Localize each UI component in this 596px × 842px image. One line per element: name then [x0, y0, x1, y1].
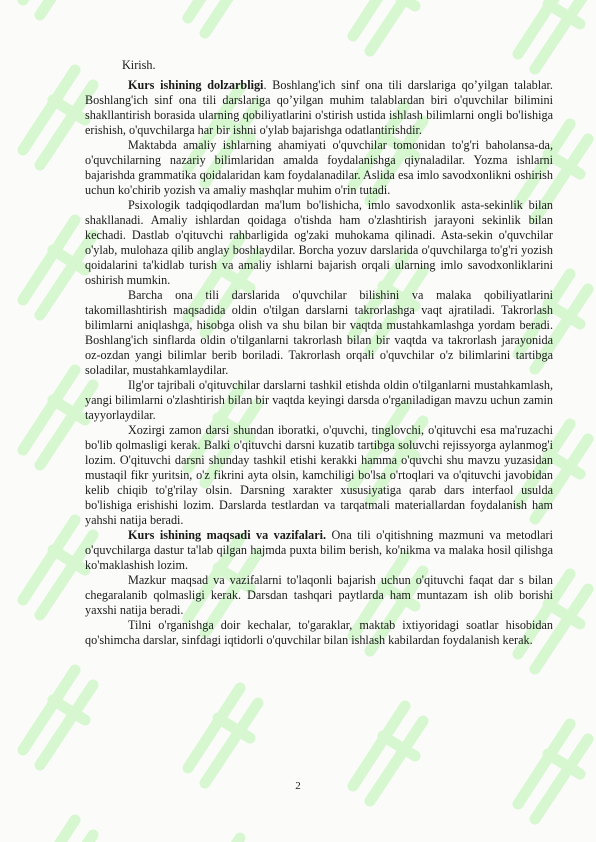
- paragraph-text: . Boshlang'ich sinf ona tili darslariga qo’yilgan talablar. Boshlang'ich sinf ona tili darslariga qo’yilgan muhim talablardan biri o'quvchilar bilimini shakllantirish borasida ularning qobiliyatlarini o'stirish ustida ishlash bilimlarni ongli bo'lishiga erishish, o'quvchilarga har bir ishni o'ylab bajarishga odatlantirishdir.: [85, 78, 553, 137]
- watermark-mark: [23, 220, 93, 315]
- paragraph-text: Maktabda amaliy ishlarning ahamiyati o'quvchilar tomonidan to'g'ri baholansa-da, o'quvchilarning nazariy bilimlaridan amalda foydalanishga qiynaladilar. Yozma ishlarni bajarishda grammatika qoidalaridan kam foydalanadilar. Aslida esa imlo savodxonlikni oshirish uchun ko'chirib yozish va amaliy mashqlar muhim o'rin tutadi.: [85, 138, 553, 197]
- watermark-mark: [23, 520, 93, 615]
- paragraph-text: Xozirgi zamon darsi shundan iboratki, o'quvchi, tinglovchi, o'qituvchi esa ma'ruzachi bo'lib qolmasligi kerak. Balki o'qituvchi darsni kuzatib tartibga soluvchi rejissyorga aylanmog'i lozim. O'qituvchi darsni shunday tashkil etishi kerakki hamma o'quvchi shu mavzu yuzasidan mustaqil fikr yuritsin, o'z fikrini ayta olsin, kamchiligi bo'lsa o'rtoqlari va o'qituvchi javobidan kelib chiqib to'g'rilay olsin. Darsning xarakter xususiyatiga qarab dars interfaol usulda bo'lishiga erishishi lozim. Darslarda testlardan va tarqatmali materiallardan foydalanish ham yahshi natija beradi.: [85, 423, 553, 527]
- paragraph: [85, 573, 553, 618]
- section-heading: Kirish.: [122, 58, 156, 72]
- watermark-mark: [353, 0, 423, 51]
- watermark-mark: [188, 688, 258, 783]
- paragraph: [85, 78, 553, 138]
- paragraph: [85, 528, 553, 573]
- paragraph-text: Psixologik tadqiqodlardan ma'lum bo'lishicha, imlo savodxonlik asta-sekinlik bilan shakllanadi. Amaliy ishlardan qoidaga o'tishda ham o'zlashtirish jarayoni sekinlik bilan kechadi. Dastlab o'qituvchi rahbarligida og'zaki muhokama qilinadi. Asta-sekin o'quvchilar o'ylab, mulohaza qilib anglay boshlaydilar. Borcha yozuv darslarida o'quvchilarga to'g'ri yozish qoidalarini ta'kidlab turish va amaliy ishlarni bajarish orqali ularning imlo savodxonliklarini oshirish mumkin.: [85, 198, 553, 287]
- paragraph: [85, 288, 553, 378]
- watermark-mark: [23, 70, 93, 165]
- paragraph-text: Mazkur maqsad va vazifalarni to'laqonli bajarish uchun o'qituvchi faqat dar s bilan chegaralanib qolmasligi kerak. Darsdan tashqari paytlarda ham muntazam ish olib borishi yaxshi natija beradi.: [85, 573, 553, 617]
- paragraph: [85, 198, 553, 288]
- paragraph-text: Barcha ona tili darslarida o'quvchilar bilishini va malaka qobiliyatlarini takomillashtirish maqsadida oldin o'tilgan darslarni takrorlashga vaqt ajratiladi. Takrorlash bilimlarni aniqlashga, hisobga olish va shu bilan bir vaqtda mustahkamlashga yordam beradi. Boshlang'ich sinflarda oldin o'tilganlarni takrorlash bilan bir vaqtda va takrorlash jarayonida oz-ozdan yangi bilimlar berib boriladi. Takrorlash orqali o'quvchilar o'z bilimlarini tartibga soladilar, mustahkamlaydilar.: [85, 288, 553, 377]
- paragraph-text: Ilg'or tajribali o'qituvchilar darslarni tashkil etishda oldin o'tilganlarni mustahkamlash, yangi bilimlarni o'zlashtirish bilan bir vaqtda keyingi darsda o'rganiladigan mavzu uchun zamin tayyorlaydilar.: [85, 378, 553, 422]
- watermark-mark: [23, 820, 93, 842]
- paragraph: [85, 138, 553, 198]
- paragraph-list: [85, 78, 553, 648]
- paragraph-lead: Kurs ishining maqsadi va vazifalari.: [128, 528, 327, 542]
- paragraph: [85, 423, 553, 528]
- watermark-mark: [518, 724, 588, 819]
- watermark-mark: [23, 370, 93, 465]
- page-number: 2: [295, 780, 301, 792]
- watermark-mark: [188, 0, 258, 33]
- watermark-mark: [23, 0, 93, 15]
- paragraph-text: Tilni o'rganishga doir kechalar, to'garaklar, maktab ixtiyoridagi soatlar hisobidan qo'shimcha darslar, sinfdagi iqtidorli o'quvchilar bilan ishlash kabilardan foydalanish kerak.: [85, 618, 553, 647]
- paragraph: [85, 378, 553, 423]
- watermark-mark: [23, 670, 93, 765]
- watermark-mark: [188, 838, 258, 842]
- paragraph-text: Ona tili o'qitishning mazmuni va metodlari o'quvchilarga dastur ta'lab qilgan hajmda puxta bilim berish, ko'nikma va malaka hosil qilishga ko'maklashish lozim.: [85, 528, 553, 572]
- paragraph-lead: Kurs ishining dolzarbligi: [128, 78, 264, 92]
- paragraph: [85, 618, 553, 648]
- document-body: [85, 58, 553, 648]
